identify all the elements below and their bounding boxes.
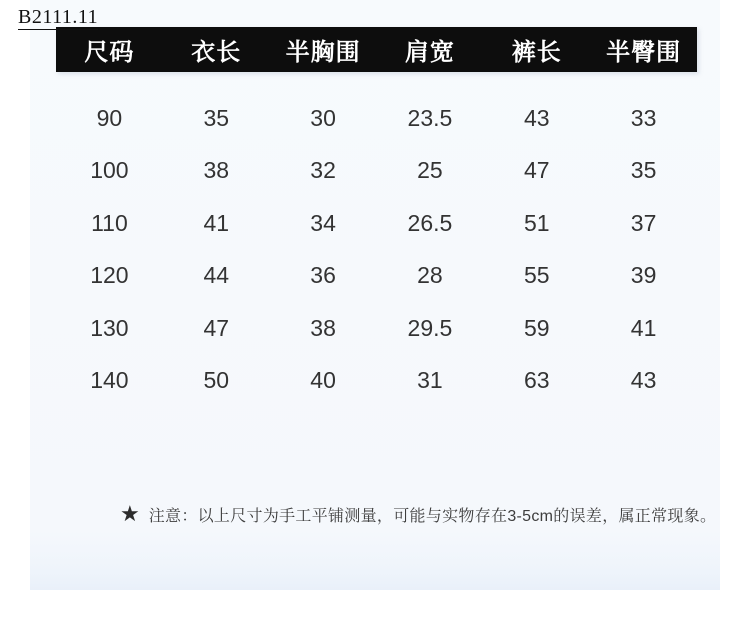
measurement-note-text: 注意：以上尺寸为手工平铺测量，可能与实物存在3-5cm的误差，属正常现象。 [148, 508, 717, 525]
table-cell: 38 [310, 314, 336, 341]
table-cell: 43 [523, 104, 550, 131]
table-header-half-hip: 半臀围 [606, 39, 682, 66]
table-cell: 47 [523, 157, 550, 184]
product-code-title: B2111.11 [18, 6, 99, 28]
table-cell: 110 [91, 209, 128, 236]
table-header-half-chest: 半胸围 [285, 39, 361, 66]
table-cell: 33 [630, 104, 657, 131]
table-cell: 32 [310, 157, 336, 184]
table-row-size-130 [56, 302, 697, 355]
table-cell: 30 [310, 104, 336, 131]
star-icon: ★ [120, 500, 140, 526]
table-cell: 120 [90, 262, 129, 289]
table-cell: 130 [90, 314, 129, 341]
table-cell: 100 [90, 157, 129, 184]
table-cell: 29.5 [407, 314, 453, 341]
table-header-shoulder-width: 肩宽 [404, 39, 455, 66]
table-cell: 38 [203, 157, 230, 184]
table-cell: 31 [417, 367, 443, 394]
table-row-size-140 [56, 355, 697, 408]
table-row-size-100 [56, 145, 697, 198]
table-header-pants-length: 裤长 [511, 39, 562, 66]
table-row-size-110 [56, 197, 697, 250]
table-header-size: 尺码 [84, 39, 135, 66]
table-cell: 43 [630, 367, 657, 394]
table-cell: 35 [630, 157, 657, 184]
table-cell: 50 [203, 367, 230, 394]
table-cell: 35 [203, 104, 230, 131]
table-header-row [56, 27, 697, 72]
table-cell: 140 [90, 367, 129, 394]
table-cell: 28 [417, 262, 443, 289]
table-cell: 40 [310, 367, 336, 394]
table-row-size-120 [56, 250, 697, 303]
table-cell: 34 [310, 209, 336, 236]
table-cell: 63 [523, 367, 550, 394]
table-body [56, 92, 697, 407]
table-cell: 25 [417, 157, 443, 184]
measurement-note [120, 500, 717, 526]
table-cell: 59 [523, 314, 550, 341]
table-cell: 36 [310, 262, 336, 289]
table-row-size-90 [56, 92, 697, 145]
table-cell: 44 [203, 262, 230, 289]
table-cell: 41 [203, 209, 230, 236]
table-cell: 23.5 [407, 104, 453, 131]
table-header-garment-length: 衣长 [191, 39, 242, 66]
table-cell: 37 [630, 209, 657, 236]
table-cell: 41 [630, 314, 657, 341]
table-cell: 90 [96, 104, 123, 131]
table-cell: 55 [523, 262, 550, 289]
table-cell: 51 [523, 209, 550, 236]
table-cell: 47 [203, 314, 230, 341]
table-cell: 39 [630, 262, 657, 289]
table-cell: 26.5 [407, 209, 453, 236]
